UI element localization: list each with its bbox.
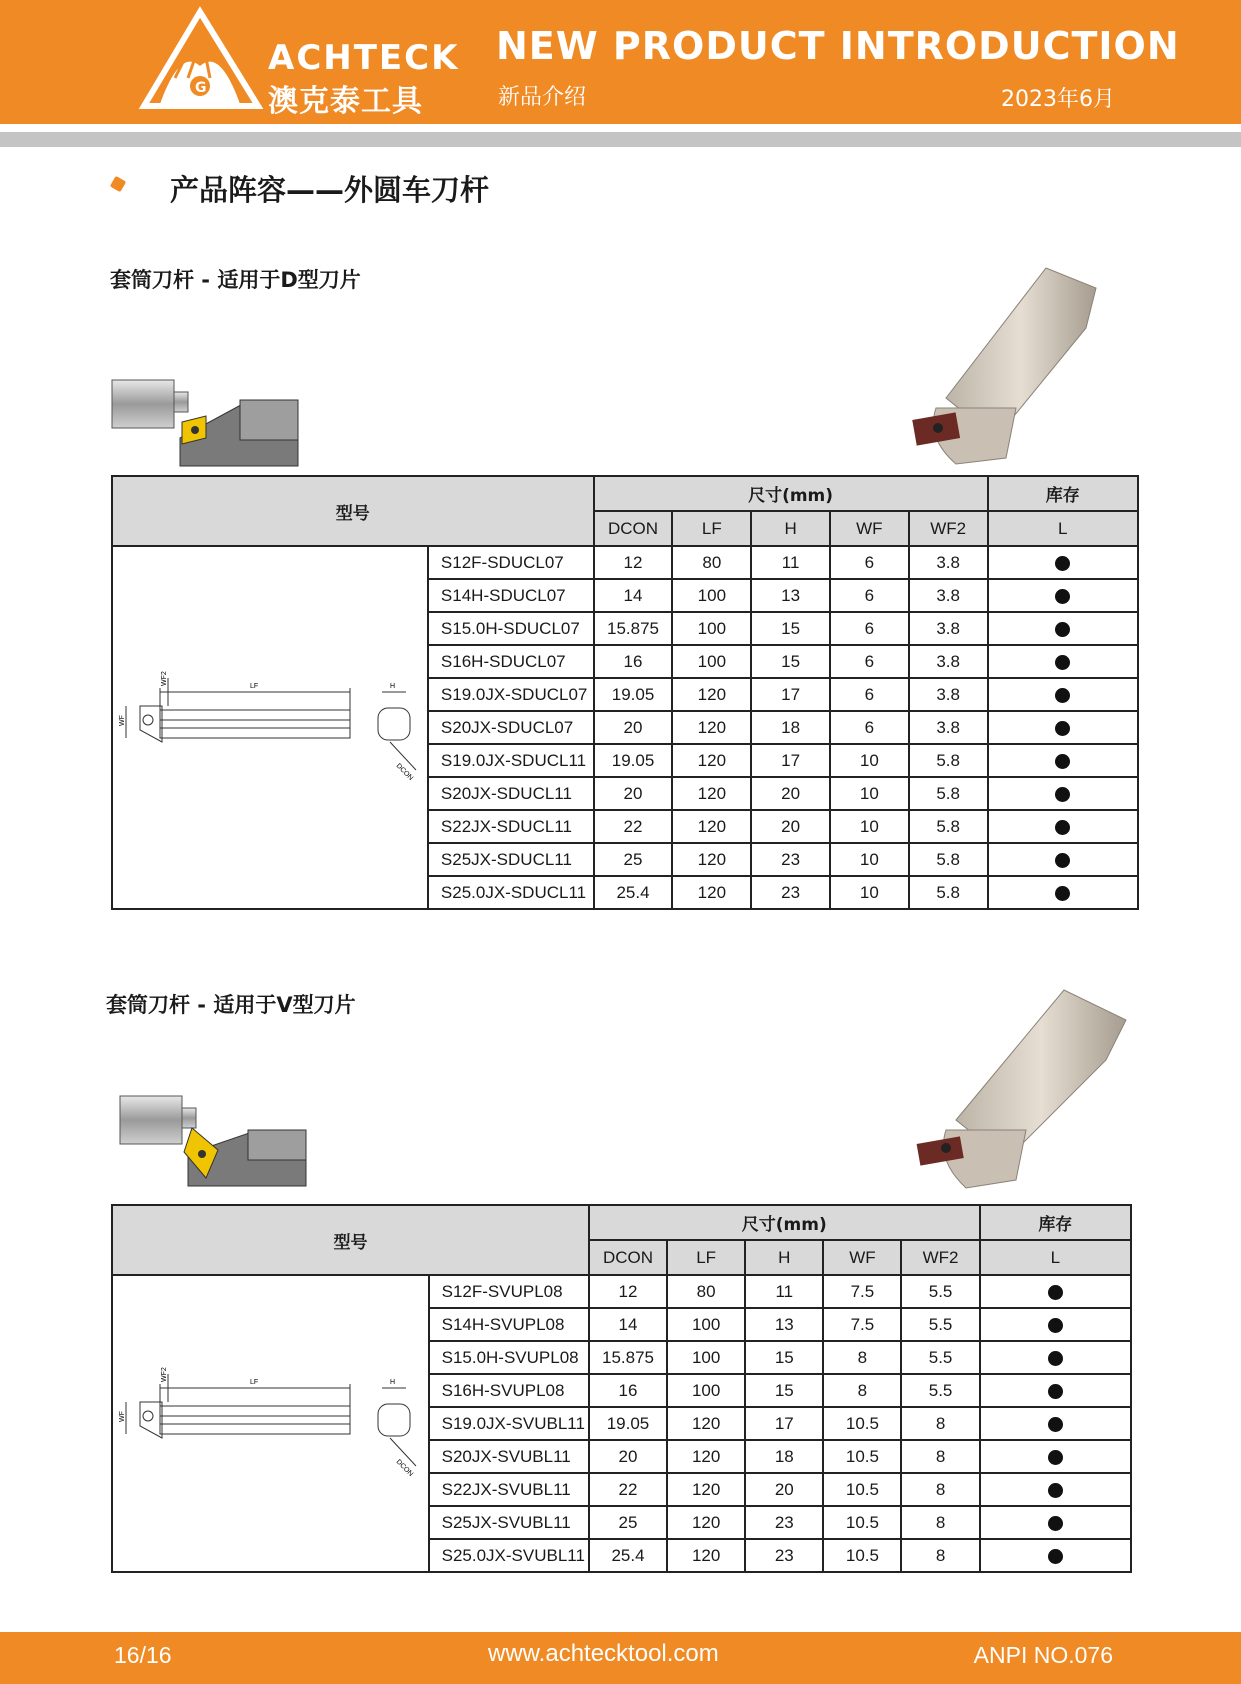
header-divider (0, 132, 1241, 147)
stock-cell (980, 1473, 1131, 1506)
drawing-label: H (389, 683, 396, 690)
stock-cell (988, 876, 1138, 909)
col-dim-header: 尺寸(mm) (594, 476, 988, 511)
dimension-drawing (120, 670, 420, 780)
value-cell: 5.5 (901, 1308, 979, 1341)
col-lf: LF (672, 511, 751, 546)
value-cell: 23 (745, 1539, 823, 1572)
value-cell: 100 (672, 645, 751, 678)
value-cell: 8 (901, 1473, 979, 1506)
dimension-drawing (120, 1366, 420, 1476)
in-stock-dot-icon (1055, 886, 1070, 901)
value-cell: 5.5 (901, 1341, 979, 1374)
value-cell: 120 (672, 678, 751, 711)
col-wf: WF (823, 1240, 901, 1275)
value-cell: 120 (667, 1539, 745, 1572)
value-cell: 19.05 (594, 678, 673, 711)
value-cell: 8 (901, 1440, 979, 1473)
value-cell: 5.8 (909, 876, 988, 909)
value-cell: 10.5 (823, 1539, 901, 1572)
value-cell: 5.5 (901, 1374, 979, 1407)
in-stock-dot-icon (1048, 1516, 1063, 1531)
col-model-header: 型号 (112, 476, 594, 546)
value-cell: 15.875 (589, 1341, 667, 1374)
in-stock-dot-icon (1048, 1318, 1063, 1333)
value-cell: 23 (751, 876, 830, 909)
value-cell: 100 (667, 1308, 745, 1341)
table2-heading: 套筒刀杆 - 适用于V型刀片 (106, 993, 356, 1017)
value-cell: 15 (751, 645, 830, 678)
value-cell: 6 (830, 546, 909, 579)
in-stock-dot-icon (1055, 820, 1070, 835)
value-cell: 11 (751, 546, 830, 579)
stock-cell (980, 1506, 1131, 1539)
value-cell: 16 (589, 1374, 667, 1407)
value-cell: 120 (672, 744, 751, 777)
stock-cell (988, 810, 1138, 843)
value-cell: 10.5 (823, 1473, 901, 1506)
value-cell: 100 (672, 612, 751, 645)
col-h: H (745, 1240, 823, 1275)
document-number: ANPI NO.076 (973, 1642, 1113, 1668)
in-stock-dot-icon (1055, 556, 1070, 571)
stock-cell (980, 1308, 1131, 1341)
value-cell: 10 (830, 777, 909, 810)
website-link[interactable]: www.achtecktool.com (488, 1640, 719, 1667)
value-cell: 120 (667, 1440, 745, 1473)
model-cell: S19.0JX-SDUCL11 (428, 744, 594, 777)
model-cell: S25JX-SDUCL11 (428, 843, 594, 876)
toolholder-v-photo (906, 980, 1130, 1192)
value-cell: 3.8 (909, 711, 988, 744)
brand-name-en: ACHTECK (268, 38, 460, 78)
value-cell: 3.8 (909, 612, 988, 645)
value-cell: 22 (594, 810, 673, 843)
value-cell: 20 (751, 810, 830, 843)
drawing-label: LF (249, 683, 259, 690)
model-cell: S25JX-SVUBL11 (429, 1506, 589, 1539)
value-cell: 120 (667, 1473, 745, 1506)
in-stock-dot-icon (1048, 1351, 1063, 1366)
in-stock-dot-icon (1048, 1384, 1063, 1399)
stock-cell (988, 546, 1138, 579)
table1-heading: 套筒刀杆 - 适用于D型刀片 (110, 268, 361, 292)
value-cell: 7.5 (823, 1308, 901, 1341)
value-cell: 12 (589, 1275, 667, 1308)
stock-cell (980, 1275, 1131, 1308)
col-wf2: WF2 (909, 511, 988, 546)
drawing-label: WF2 (160, 671, 168, 686)
stock-cell (988, 777, 1138, 810)
value-cell: 120 (672, 876, 751, 909)
value-cell: 14 (594, 579, 673, 612)
value-cell: 23 (751, 843, 830, 876)
in-stock-dot-icon (1055, 622, 1070, 637)
value-cell: 16 (594, 645, 673, 678)
svg-text:G: G (195, 80, 207, 96)
section-title: 产品阵容——外圆车刀杆 (170, 173, 490, 207)
stock-cell (980, 1407, 1131, 1440)
value-cell: 5.8 (909, 843, 988, 876)
stock-cell (988, 711, 1138, 744)
in-stock-dot-icon (1048, 1483, 1063, 1498)
value-cell: 8 (823, 1374, 901, 1407)
drawing-cell (112, 1275, 429, 1572)
drawing-cell (112, 546, 428, 909)
value-cell: 120 (672, 843, 751, 876)
model-cell: S22JX-SDUCL11 (428, 810, 594, 843)
value-cell: 25.4 (589, 1539, 667, 1572)
col-h: H (751, 511, 830, 546)
stock-cell (988, 579, 1138, 612)
value-cell: 10 (830, 744, 909, 777)
model-cell: S20JX-SVUBL11 (429, 1440, 589, 1473)
value-cell: 25.4 (594, 876, 673, 909)
value-cell: 10 (830, 810, 909, 843)
model-cell: S25.0JX-SVUBL11 (429, 1539, 589, 1572)
stock-cell (980, 1341, 1131, 1374)
col-stock-l: L (988, 511, 1138, 546)
value-cell: 17 (745, 1407, 823, 1440)
value-cell: 13 (745, 1308, 823, 1341)
value-cell: 5.8 (909, 744, 988, 777)
model-cell: S14H-SDUCL07 (428, 579, 594, 612)
value-cell: 20 (594, 777, 673, 810)
value-cell: 8 (901, 1506, 979, 1539)
stock-cell (988, 678, 1138, 711)
model-cell: S16H-SVUPL08 (429, 1374, 589, 1407)
header-subtitle: 新品介绍 (498, 85, 587, 110)
value-cell: 6 (830, 579, 909, 612)
insert-d-schematic (110, 378, 300, 470)
model-cell: S15.0H-SVUPL08 (429, 1341, 589, 1374)
value-cell: 6 (830, 645, 909, 678)
value-cell: 3.8 (909, 678, 988, 711)
model-cell: S22JX-SVUBL11 (429, 1473, 589, 1506)
value-cell: 10.5 (823, 1407, 901, 1440)
model-cell: S20JX-SDUCL11 (428, 777, 594, 810)
stock-cell (988, 612, 1138, 645)
value-cell: 11 (745, 1275, 823, 1308)
value-cell: 120 (667, 1506, 745, 1539)
stock-cell (980, 1440, 1131, 1473)
in-stock-dot-icon (1055, 655, 1070, 670)
value-cell: 5.5 (901, 1275, 979, 1308)
value-cell: 20 (751, 777, 830, 810)
value-cell: 100 (667, 1374, 745, 1407)
value-cell: 19.05 (589, 1407, 667, 1440)
col-dcon: DCON (594, 511, 673, 546)
value-cell: 12 (594, 546, 673, 579)
in-stock-dot-icon (1048, 1285, 1063, 1300)
in-stock-dot-icon (1055, 853, 1070, 868)
model-cell: S12F-SVUPL08 (429, 1275, 589, 1308)
value-cell: 17 (751, 678, 830, 711)
value-cell: 8 (901, 1407, 979, 1440)
col-stock-header: 库存 (980, 1205, 1131, 1240)
model-cell: S19.0JX-SDUCL07 (428, 678, 594, 711)
value-cell: 10 (830, 876, 909, 909)
in-stock-dot-icon (1055, 688, 1070, 703)
in-stock-dot-icon (1055, 721, 1070, 736)
insert-v-schematic (118, 1094, 308, 1190)
stock-cell (988, 744, 1138, 777)
value-cell: 19.05 (594, 744, 673, 777)
value-cell: 14 (589, 1308, 667, 1341)
in-stock-dot-icon (1055, 787, 1070, 802)
value-cell: 20 (589, 1440, 667, 1473)
value-cell: 23 (745, 1506, 823, 1539)
in-stock-dot-icon (1048, 1417, 1063, 1432)
table-row (112, 1275, 1131, 1308)
value-cell: 3.8 (909, 546, 988, 579)
stock-cell (988, 843, 1138, 876)
col-lf: LF (667, 1240, 745, 1275)
drawing-label: LF (250, 1379, 259, 1386)
model-cell: S14H-SVUPL08 (429, 1308, 589, 1341)
value-cell: 10 (830, 843, 909, 876)
in-stock-dot-icon (1055, 754, 1070, 769)
value-cell: 20 (745, 1473, 823, 1506)
bullet-icon (110, 176, 126, 192)
stock-cell (980, 1539, 1131, 1572)
value-cell: 18 (751, 711, 830, 744)
value-cell: 5.8 (909, 777, 988, 810)
value-cell: 100 (672, 579, 751, 612)
value-cell: 3.8 (909, 579, 988, 612)
col-stock-l: L (980, 1240, 1131, 1275)
model-cell: S15.0H-SDUCL07 (428, 612, 594, 645)
value-cell: 18 (745, 1440, 823, 1473)
value-cell: 13 (751, 579, 830, 612)
value-cell: 100 (667, 1341, 745, 1374)
value-cell: 120 (667, 1407, 745, 1440)
drawing-label: WF (119, 1411, 127, 1422)
col-dim-header: 尺寸(mm) (589, 1205, 980, 1240)
value-cell: 10.5 (823, 1506, 901, 1539)
model-cell: S19.0JX-SVUBL11 (429, 1407, 589, 1440)
value-cell: 6 (830, 612, 909, 645)
table-row (112, 546, 1138, 579)
value-cell: 15 (745, 1374, 823, 1407)
toolholder-d-photo (896, 258, 1106, 468)
value-cell: 80 (672, 546, 751, 579)
value-cell: 25 (594, 843, 673, 876)
in-stock-dot-icon (1055, 589, 1070, 604)
model-cell: S20JX-SDUCL07 (428, 711, 594, 744)
table1 (111, 475, 1139, 910)
table2 (111, 1204, 1132, 1573)
model-cell: S25.0JX-SDUCL11 (428, 876, 594, 909)
drawing-label: WF (118, 715, 126, 726)
header-title: NEW PRODUCT INTRODUCTION (496, 24, 1180, 68)
col-wf2: WF2 (901, 1240, 979, 1275)
drawing-label: DCON (394, 1458, 415, 1478)
value-cell: 5.8 (909, 810, 988, 843)
in-stock-dot-icon (1048, 1549, 1063, 1564)
col-stock-header: 库存 (988, 476, 1138, 511)
page-number: 16/16 (114, 1642, 172, 1668)
drawing-label: WF2 (161, 1367, 169, 1382)
value-cell: 20 (594, 711, 673, 744)
value-cell: 22 (589, 1473, 667, 1506)
model-cell: S16H-SDUCL07 (428, 645, 594, 678)
brand-name-cn: 澳克泰工具 (268, 84, 423, 119)
value-cell: 7.5 (823, 1275, 901, 1308)
value-cell: 15.875 (594, 612, 673, 645)
value-cell: 10.5 (823, 1440, 901, 1473)
stock-cell (980, 1374, 1131, 1407)
col-model-header: 型号 (112, 1205, 589, 1275)
value-cell: 3.8 (909, 645, 988, 678)
value-cell: 120 (672, 810, 751, 843)
model-cell: S12F-SDUCL07 (428, 546, 594, 579)
value-cell: 15 (745, 1341, 823, 1374)
drawing-label: DCON (394, 762, 415, 782)
value-cell: 15 (751, 612, 830, 645)
value-cell: 80 (667, 1275, 745, 1308)
col-wf: WF (830, 511, 909, 546)
value-cell: 6 (830, 678, 909, 711)
value-cell: 6 (830, 711, 909, 744)
value-cell: 120 (672, 777, 751, 810)
header-date: 2023年6月 (1001, 87, 1115, 112)
value-cell: 8 (823, 1341, 901, 1374)
in-stock-dot-icon (1048, 1450, 1063, 1465)
stock-cell (988, 645, 1138, 678)
col-dcon: DCON (589, 1240, 667, 1275)
value-cell: 25 (589, 1506, 667, 1539)
value-cell: 8 (901, 1539, 979, 1572)
value-cell: 120 (672, 711, 751, 744)
value-cell: 17 (751, 744, 830, 777)
drawing-label: H (390, 1379, 396, 1386)
